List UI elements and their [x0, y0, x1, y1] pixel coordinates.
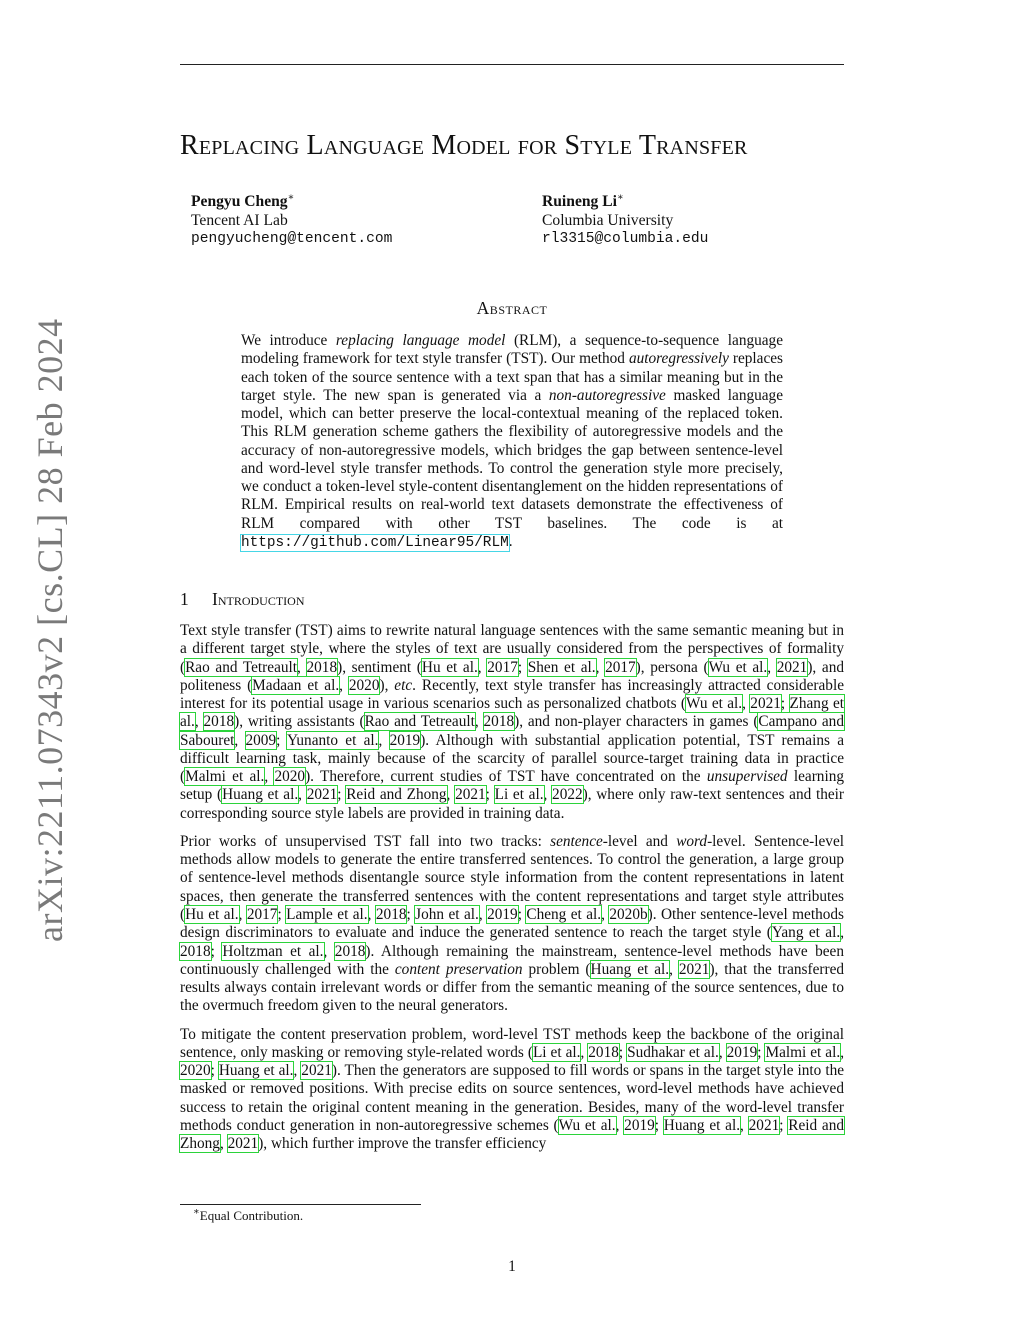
text-run: -level and: [602, 832, 677, 850]
text-run: ;: [618, 1043, 628, 1061]
code-url-link[interactable]: https://github.com/Linear95/RLM: [241, 534, 509, 551]
text-run: ;: [779, 1116, 789, 1134]
citation-year-link[interactable]: 2018: [334, 942, 366, 960]
author-2-mark: ∗: [616, 191, 624, 203]
citation-author-link[interactable]: Zhang et al.: [180, 695, 844, 731]
author-1-mark: ∗: [287, 191, 295, 203]
author-2: [542, 192, 708, 249]
text-run: ,: [264, 768, 275, 786]
text-run: Text style transfer (TST) aims to rewrite natural language sentences with the same semantic meaning but in a different target style, where the styles of text are usually considered from the perspectives of formality (: [180, 622, 844, 676]
text-run: ,: [446, 786, 456, 804]
text-run: ;: [780, 695, 790, 713]
text-run: ,: [378, 731, 390, 749]
citation-year-link[interactable]: 2018: [203, 713, 235, 731]
citation-author-link[interactable]: Huang et al.: [663, 1116, 741, 1134]
text-run: ;: [654, 1116, 664, 1134]
text-run: . Recently, text style transfer has increasingly attracted considerable interest for its potential usage in various scenarios such as personalized chatbots (: [180, 676, 844, 713]
citation-year-link[interactable]: 2021: [227, 1135, 259, 1153]
abstract-run: replaces each token of the source sentence with a text span that has a similar meaning but in the target style. The new span is generated via a: [241, 350, 784, 404]
emphasis-text: etc: [394, 676, 413, 694]
text-run: ,: [293, 1062, 302, 1080]
abstract-emphasis: non-autoregressive: [548, 386, 666, 404]
citation-author-link[interactable]: Lample et al.: [286, 905, 368, 923]
citation-year-link[interactable]: 2018: [588, 1043, 619, 1061]
author-1-email[interactable]: pengyucheng@tencent.com: [191, 231, 393, 247]
citation-year-link[interactable]: 2020: [274, 768, 306, 786]
citation-author-link[interactable]: Rao and Tetreault: [185, 658, 298, 676]
text-run: ),: [379, 676, 395, 694]
emphasis-text: content preservation: [394, 960, 523, 978]
abstract-heading: Abstract: [476, 298, 548, 318]
section-number: 1: [180, 589, 189, 609]
emphasis-text: word: [676, 832, 708, 850]
citation-year-link[interactable]: 2021: [750, 695, 781, 713]
citation-author-link[interactable]: Hu et al.: [185, 905, 239, 923]
abstract-run: (RLM), a sequence-to-sequence language modeling framework for text style transfer (TST). Our method: [241, 332, 783, 368]
citation-author-link[interactable]: Malmi et al.: [765, 1043, 841, 1061]
text-run: ), writing assistants (: [234, 713, 365, 731]
paragraph-1: [180, 622, 844, 823]
text-run: ,: [298, 786, 307, 804]
text-run: ,: [742, 695, 751, 713]
text-run: ). Although with substantial application potential, TST remains a difficult learning task, mainly because of the scarcity of parallel source-target training data in practice (: [180, 731, 845, 786]
text-run: learning setup (: [180, 768, 844, 804]
text-run: ), sentiment (: [337, 658, 422, 676]
citation-author-link[interactable]: Yunanto et al.: [287, 731, 379, 749]
citation-year-link[interactable]: 2018: [375, 905, 407, 923]
text-run: ,: [718, 1043, 727, 1061]
citation-author-link[interactable]: Wu et al.: [558, 1116, 616, 1134]
citation-author-link[interactable]: Rao and Tetreault: [364, 713, 475, 731]
citation-author-link[interactable]: Campano and Sabouret: [180, 713, 844, 749]
text-run: ;: [210, 942, 223, 960]
citation-year-link[interactable]: 2018: [180, 942, 211, 960]
arxiv-stamp: arXiv:2211.07343v2 [cs.CL] 28 Feb 2024: [30, 318, 70, 942]
abstract-emphasis: autoregressively: [628, 350, 729, 368]
text-run: ;: [276, 731, 288, 749]
footnote-rule: [180, 1204, 421, 1205]
text-run: ;: [485, 786, 495, 804]
citation-year-link[interactable]: 2017: [487, 658, 518, 676]
text-run: ;: [517, 905, 527, 923]
text-run: ), that the transferred results always contain irrelevant words or differ from the semantic meaning of the source sentences, due to the overmuch freedom given to the neural generators.: [180, 960, 845, 1015]
text-run: ,: [477, 658, 488, 676]
citation-author-link[interactable]: Li et al.: [494, 786, 544, 804]
text-run: ,: [219, 1135, 228, 1153]
text-run: problem (: [522, 960, 591, 978]
citation-year-link[interactable]: 2021: [678, 960, 710, 978]
citation-year-link[interactable]: 2019: [624, 1116, 655, 1134]
text-run: ,: [238, 905, 247, 923]
text-run: ). Then the generators are supposed to fill words or spans in the target style into the masked or removed positions. With precise edits on source sentences, word-level methods have achieved success to retain the original content meaning in the generation. Besides, many of the word-level transfer methods conduct generation in non-autoregressive schemes (: [180, 1062, 845, 1134]
text-run: ,: [767, 658, 777, 676]
author-1-name: Pengyu Cheng: [191, 193, 288, 210]
citation-year-link[interactable]: 2018: [306, 658, 338, 676]
paragraph-2: [180, 833, 844, 1016]
citation-author-link[interactable]: Reid and Zhong: [180, 1116, 845, 1153]
citation-year-link[interactable]: 2018: [483, 713, 515, 731]
citation-year-link[interactable]: 2020: [348, 676, 380, 694]
citation-year-link[interactable]: 2022: [552, 786, 583, 804]
text-run: ), where only raw-text sentences and their corresponding source style labels are provided in training data.: [180, 786, 844, 822]
author-1: [191, 192, 392, 249]
text-run: ,: [297, 658, 307, 676]
text-run: ,: [194, 713, 204, 731]
citation-year-link[interactable]: 2021: [748, 1116, 780, 1134]
abstract-text: [241, 332, 783, 552]
citation-author-link[interactable]: Madaan et al.: [252, 676, 340, 694]
text-run: ). Therefore, current studies of TST have concentrated on the: [305, 768, 707, 786]
citation-year-link[interactable]: 2009: [245, 731, 277, 749]
citation-author-link[interactable]: Huang et al.: [590, 960, 670, 978]
citation-author-link[interactable]: Sudhakar et al.: [627, 1043, 719, 1061]
top-rule: [180, 64, 844, 65]
text-run: ;: [757, 1043, 766, 1061]
citation-author-link[interactable]: Li et al.: [532, 1043, 581, 1061]
citation-author-link[interactable]: Wu et al.: [708, 658, 768, 676]
abstract-run: masked language model, which can better preserve the local-contextual meaning of the replaced token. This RLM generation scheme gathers the flexibility of autoregressive models and the accuracy of non-autoregressive models, which bridges the gap between sentence-level and word-level style transfer methods. To control the generation style more precisely, we conduct a token-level style-content disentanglement on the hidden representations of RLM. Empirical results on real-world text datasets demonstrate the effectiveness of RLM compared with other TST baselines. The code is at: [241, 386, 783, 532]
footnote-text: Equal Contribution.: [199, 1208, 304, 1223]
abstract-run: We introduce: [241, 332, 336, 349]
citation-year-link[interactable]: 2021: [301, 1062, 332, 1080]
paragraph-3: [180, 1026, 844, 1154]
text-run: ,: [601, 905, 610, 923]
text-run: ;: [517, 658, 528, 676]
emphasis-text: sentence: [550, 832, 603, 850]
text-run: ,: [367, 905, 376, 923]
text-run: Prior works of unsupervised TST fall into two tracks:: [180, 832, 551, 850]
text-run: ,: [669, 960, 679, 978]
text-run: ,: [339, 676, 349, 694]
citation-author-link[interactable]: Shen et al.: [527, 658, 596, 676]
citation-author-link[interactable]: Reid and Zhong: [346, 786, 447, 804]
text-run: ). Although remaining the mainstream, sentence-level methods have been continuously challenged with the: [180, 942, 844, 978]
text-run: ,: [474, 713, 484, 731]
abstract-run: .: [508, 532, 513, 550]
citation-author-link[interactable]: Huang et al.: [222, 786, 299, 804]
citation-year-link[interactable]: 2021: [776, 658, 808, 676]
text-run: ,: [580, 1043, 589, 1061]
citation-year-link[interactable]: 2019: [389, 731, 421, 749]
citation-author-link[interactable]: John et al.: [415, 905, 479, 923]
abstract-emphasis: replacing language model: [335, 332, 506, 349]
citation-year-link[interactable]: 2021: [455, 786, 486, 804]
text-run: ,: [595, 658, 606, 676]
text-run: To mitigate the content preservation problem, word-level TST methods keep the backbone of the original sentence, only masking or removing style-related words (: [180, 1025, 844, 1061]
citation-author-link[interactable]: Wu et al.: [686, 695, 743, 713]
citation-author-link[interactable]: Yang et al.: [771, 924, 841, 942]
text-run: ,: [478, 905, 488, 923]
text-run: ), and politeness (: [180, 658, 844, 694]
footnote-mark: ∗: [193, 1206, 200, 1218]
text-run: ,: [740, 1116, 749, 1134]
text-run: ;: [337, 786, 347, 804]
text-run: ;: [210, 1062, 219, 1080]
citation-year-link[interactable]: 2020b: [609, 905, 648, 923]
text-run: ;: [406, 905, 416, 923]
text-run: ), which further improve the transfer efficiency: [258, 1135, 547, 1153]
citation-year-link[interactable]: 2019: [487, 905, 518, 923]
emphasis-text: unsupervised: [706, 768, 788, 786]
citation-year-link[interactable]: 2021: [306, 786, 338, 804]
body-text: [180, 622, 844, 1163]
footnote: [193, 1208, 303, 1224]
citation-year-link[interactable]: 2019: [726, 1043, 758, 1061]
text-run: ,: [234, 731, 246, 749]
citation-author-link[interactable]: Cheng et al.: [526, 905, 602, 923]
text-run: ,: [323, 942, 335, 960]
author-1-affiliation: Tencent AI Lab: [191, 212, 288, 229]
text-run: ;: [277, 905, 287, 923]
text-run: -level. Sentence-level methods allow models to generate the entire transferred sentences. To control the generation, a large group of sentence-level methods disentangle source style information from the content representations in latent spaces, then generate the transferred sentences with the content representations and target style attributes (: [180, 832, 844, 923]
section-title: Introduction: [212, 589, 305, 609]
citation-year-link[interactable]: 2017: [246, 905, 278, 923]
citation-author-link[interactable]: Huang et al.: [218, 1062, 294, 1080]
paper-title: Replacing Language Model for Style Transfer: [180, 130, 748, 161]
citation-author-link[interactable]: Holtzman et al.: [222, 942, 324, 960]
citation-year-link[interactable]: 2020: [180, 1062, 211, 1080]
text-run: ,: [840, 1043, 845, 1061]
author-2-name: Ruineng Li: [542, 193, 617, 210]
text-run: ,: [543, 786, 553, 804]
section-heading: [180, 589, 305, 610]
text-run: ), and non-player characters in games (: [514, 713, 759, 731]
page-number: 1: [508, 1258, 516, 1275]
text-run: ), persona (: [635, 658, 709, 676]
citation-author-link[interactable]: Hu et al.: [421, 658, 478, 676]
text-run: ,: [840, 924, 845, 942]
citation-author-link[interactable]: Malmi et al.: [185, 768, 265, 786]
author-2-email[interactable]: rl3315@columbia.edu: [542, 231, 709, 247]
citation-year-link[interactable]: 2017: [605, 658, 636, 676]
text-run: ). Other sentence-level methods design discriminators to evaluate and induce the generated sentence to reach the target style (: [180, 905, 844, 942]
text-run: ,: [615, 1116, 625, 1134]
author-2-affiliation: Columbia University: [542, 212, 674, 229]
